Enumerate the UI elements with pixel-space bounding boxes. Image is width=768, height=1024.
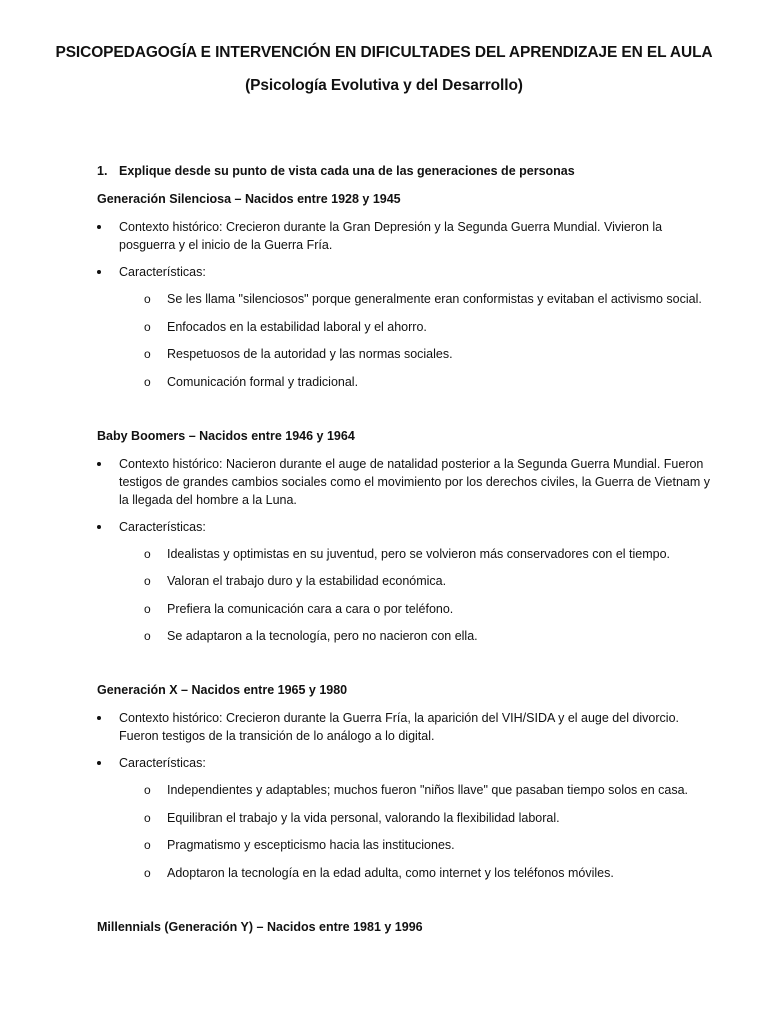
characteristic-text: Idealistas y optimistas en su juventud, pero se volvieron más conservadores con el tiempo. <box>167 546 671 561</box>
generation-section-gen-x <box>97 681 717 882</box>
generation-heading: Baby Boomers – Nacidos entre 1946 y 1964 <box>97 428 355 443</box>
characteristic-item <box>144 836 717 854</box>
characteristic-text: Pragmatismo y escepticismo hacia las instituciones. <box>167 838 455 852</box>
bullet-dot <box>97 263 119 281</box>
characteristics-label: Características: <box>119 265 206 279</box>
context-bullet <box>97 218 717 254</box>
sub-bullet-marker: o <box>144 292 151 306</box>
characteristic-text: Se adaptaron a la tecnología, pero no nacieron con ella. <box>167 629 478 643</box>
bullet-dot <box>97 218 119 254</box>
sub-bullet-marker: o <box>144 865 151 880</box>
characteristic-text: Enfocados en la estabilidad laboral y el ahorro. <box>167 319 427 334</box>
context-text: Contexto histórico: Crecieron durante la Guerra Fría, la aparición del VIH/SIDA y el auge del divorcio. Fueron testigos de la transición de lo análogo a lo digital. <box>119 711 679 743</box>
characteristic-text: Comunicación formal y tradicional. <box>167 374 359 389</box>
bullet-dot <box>97 518 119 536</box>
sub-bullet-marker: o <box>144 601 151 616</box>
document-subtitle: (Psicología Evolutiva y del Desarrollo) <box>245 77 523 94</box>
document-title: PSICOPEDAGOGÍA E INTERVENCIÓN EN DIFICULTADES DEL APRENDIZAJE EN EL AULA <box>55 44 713 61</box>
sub-bullet-marker: o <box>144 810 151 825</box>
context-text: Contexto histórico: Nacieron durante el auge de natalidad posterior a la Segunda Guerra Mundial. Fueron testigos de grandes cambios sociales como el movimiento por los derechos civiles, la Guerra de Vietnam y la llegada del hombre a la Luna. <box>119 456 711 507</box>
characteristics-bullet <box>97 518 717 536</box>
characteristic-text: Adoptaron la tecnología en la edad adulta, como internet y los teléfonos móviles. <box>167 865 614 880</box>
characteristic-text: Prefiera la comunicación cara a cara o por teléfono. <box>167 601 454 616</box>
sub-bullet-marker: o <box>144 838 151 852</box>
generation-section-baby-boomers <box>97 427 717 646</box>
sub-bullet-marker: o <box>144 574 151 588</box>
characteristic-text: Valoran el trabajo duro y la estabilidad económica. <box>167 574 447 588</box>
context-text: Contexto histórico: Crecieron durante la Gran Depresión y la Segunda Guerra Mundial. Vivieron la posguerra y el inicio de la Guerra Fría. <box>119 220 663 252</box>
generation-section-silent <box>97 190 717 391</box>
generation-heading: Millennials (Generación Y) – Nacidos entre 1981 y 1996 <box>97 919 423 934</box>
sub-bullet-marker: o <box>144 347 151 361</box>
document-body <box>97 162 717 972</box>
characteristic-text: Respetuosos de la autoridad y las normas sociales. <box>167 347 453 361</box>
characteristics-label: Características: <box>119 519 206 534</box>
generation-section-millennials <box>97 918 717 936</box>
characteristic-item <box>144 345 717 363</box>
characteristic-text: Se les llama "silenciosos" porque generalmente eran conformistas y evitaban el activismo social. <box>167 292 702 306</box>
characteristics-bullet <box>97 263 717 281</box>
bullet-dot <box>97 709 119 745</box>
context-bullet <box>97 709 717 745</box>
generation-heading: Generación Silenciosa – Nacidos entre 1928 y 1945 <box>97 192 401 206</box>
sub-bullet-marker: o <box>144 629 151 643</box>
characteristic-item <box>144 809 717 827</box>
question-text: Explique desde su punto de vista cada una de las generaciones de personas <box>119 164 575 178</box>
characteristic-text: Independientes y adaptables; muchos fueron "niños llave" que pasaban tiempo solos en casa. <box>167 783 689 797</box>
context-bullet <box>97 455 717 509</box>
sub-bullet-marker: o <box>144 374 151 389</box>
characteristic-item <box>144 545 717 563</box>
characteristic-text: Equilibran el trabajo y la vida personal, valorando la flexibilidad laboral. <box>167 810 560 825</box>
sub-bullet-marker: o <box>144 319 151 334</box>
question-1 <box>97 162 717 180</box>
characteristic-item <box>144 864 717 882</box>
characteristics-label: Características: <box>119 756 206 770</box>
characteristic-item <box>144 627 717 645</box>
characteristic-item <box>144 290 717 308</box>
characteristic-item <box>144 373 717 391</box>
characteristic-item <box>144 318 717 336</box>
characteristic-item <box>144 600 717 618</box>
characteristic-item <box>144 572 717 590</box>
question-number: 1. <box>97 164 108 178</box>
characteristics-bullet <box>97 754 717 772</box>
generation-heading: Generación X – Nacidos entre 1965 y 1980 <box>97 683 348 697</box>
sub-bullet-marker: o <box>144 546 151 561</box>
sub-bullet-marker: o <box>144 783 151 797</box>
bullet-dot <box>97 754 119 772</box>
bullet-dot <box>97 455 119 509</box>
characteristic-item <box>144 781 717 799</box>
